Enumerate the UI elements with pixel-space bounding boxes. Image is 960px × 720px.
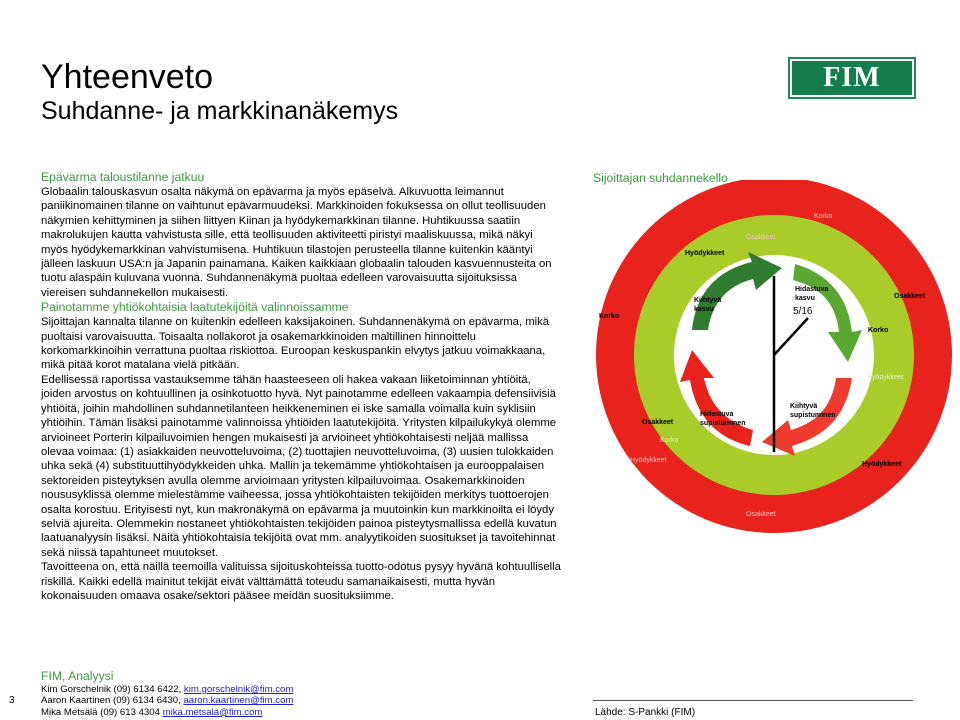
- page-number: 3: [9, 695, 15, 706]
- investor-business-cycle-clock: [590, 180, 960, 540]
- summary-text: [41, 170, 561, 603]
- phase-label-bottom-right: Kiihtyvä supistuminen: [790, 403, 836, 419]
- outer-label-bottom: Osakkeet: [746, 511, 776, 518]
- phase-label-top-left: Kiihtyvä kasvu: [694, 297, 722, 313]
- outer-label-top-right: Korko: [814, 213, 833, 220]
- source-divider: [593, 700, 913, 701]
- contact-email-link[interactable]: aaron.kaartinen@fim.com: [183, 695, 294, 707]
- chart-source: Lähde: S-Pankki (FIM): [595, 707, 696, 718]
- clock-reading: 5/16: [793, 306, 813, 317]
- contact-email-link[interactable]: kim.gorschelnik@fim.com: [183, 684, 294, 695]
- contact-text: Aaron Kaartinen (09) 6134 6430,: [41, 695, 184, 707]
- contact-text: Mika Metsälä (09) 613 4304: [41, 706, 163, 718]
- fim-logo: [788, 57, 916, 99]
- contact-item: [41, 695, 293, 706]
- logo-text: FIM: [792, 61, 912, 95]
- footer-organization: FIM, Analyysi: [41, 669, 114, 683]
- contact-list: [41, 684, 293, 718]
- contact-email-link[interactable]: mika.metsala@fim.com: [162, 706, 263, 718]
- outer-label-bottom-left: Hyödykkeet: [630, 457, 667, 464]
- inner-label-bottom: Osakkeet: [642, 419, 674, 426]
- outer-label-left-bottom: Korko: [660, 437, 679, 444]
- inner-label-top: Hyödykkeet: [685, 250, 725, 257]
- contact-item: [41, 684, 293, 695]
- section-heading-uncertain-economy: Epävarma taloustilanne jatkuu: [41, 170, 205, 184]
- paragraph: Globaalin talouskasvun osalta näkymä on epävarma ja myös epäselvä. Alkuvuotta leimannut paniikinomainen tilanne on vaihtunut epävarmuudeksi. Markkinoiden fokuksessa on ollut teollisuuden näkymien kehittyminen ja siihen liittyen Kiinan ja hyödykemarkkinan tilanne. Huhtikuussa saatiin makrolukujen kautta vahvistusta sille, että teollisuuden aktiviteetti piristyi maaliskuussa, mikä näkyi myös hyödykemarkkinan vahvistumisena. Huhtikuun tilastojen perusteella tilanne kuitenkin kääntyi jälleen laskuun USA:n ja Japanin painamana. Kaiken kaikkiaan globaalin talouden kasvuennusteita on tuotu alaspäin kuluvana vuonna. Suhdannenäkymä puoltaa edelleen varovaisuutta sijoituksissa viereisen suhdannekellon mukaisesti.: [41, 186, 552, 299]
- outer-label-right-top: Osakkeet: [894, 293, 926, 300]
- contact-text: Kim Gorschelnik (09) 6134 6422,: [41, 684, 184, 695]
- outer-label-right-bottom: Hyödykkeet: [867, 374, 904, 381]
- chart-title: Sijoittajan suhdannekello: [593, 171, 728, 185]
- page-subtitle: Suhdanne- ja markkinanäkemys: [41, 97, 399, 125]
- inner-label-right: Korko: [868, 327, 889, 334]
- outer-label-top: Osakkeet: [746, 234, 776, 241]
- section-heading-quality-factors: Painotamme yhtiökohtaisia laatutekijöitä valinnoissamme: [41, 300, 349, 315]
- outer-label-bottom-right: Hyödykkeet: [862, 461, 902, 468]
- inner-label-left: Korko: [599, 313, 620, 320]
- phase-label-top-right: Hidastuva kasvu: [795, 286, 829, 302]
- phase-label-bottom-left: Hidastuva supistuminen: [700, 411, 746, 427]
- paragraph: Sijoittajan kannalta tilanne on kuitenkin edelleen kaksijakoinen. Suhdannenäkymä on epävarma, mikä puoltaisi varovaisuutta. Toisaalta nollakorot ja osakemarkkinoiden maltillinen hinnoittelu korkomarkkinoihin verrattuna puoltaa riskiottoa. Euroopan keskuspankin elvytys jatkuu voimakkaana, mikä pitää korot matalana vielä pitkään.: [41, 316, 550, 372]
- page-title: Yhteenveto: [41, 58, 214, 96]
- paragraph: Tavoitteena on, että näillä teemoilla valituissa sijoituskohteissa tuotto-odotus pysyy hyvänä kohtuullisella riskillä. Kaikki edellä mainitut tekijät eivät välttämättä toteudu samanaikaisesti, mutta hyvän kokonaisuuden omaava osake/sektori pääsee meidän suosituksiimme.: [41, 561, 561, 602]
- contact-item: [41, 707, 293, 718]
- paragraph: Edellisessä raportissa vastauksemme tähän haasteeseen oli hakea vakaan liiketoiminnan yhtiöitä, joiden arvostus on kohtuullinen ja osinkotuotto hyvä. Nyt painotamme edelleen vakaampia defensiivisiä yhtiöitä, joihin mahdollinen suhdannetilanteen heikkeneminen ei iske samalla voimalla kuin syklisiin yhtiöihin. Tämän lisäksi painotamme valinnoissa yhtiöiden laatutekijöitä. Yritysten kilpailukykyä olemme arvioineet Porterin kilpailuvoimien hengen mukaisesti ja arvioineet yhtiökohtaisesti neljää mallissa olevaa voimaa: (1) asiakkaiden neuvotteluvoima, (2) tuottajien neuvotteluvoima, (3) uusien tulokkaiden uhka sekä (4) substituuttihyödykkeiden uhka. Mallin ja tekemämme yhtiökohtaisen ja eurooppalaisen sektoreiden pisteytyksen avulla olemme arvioimaan yritysten kilpailuvoimaa. Osakemarkkinoiden noususyklissä olemme mielestämme vaiheessa, jossa yhtiökohtaisten tekijöiden merkitys tuottoerojen osalta korostuu. Erityisesti nyt, kun makronäkymä on epävarma ja muutoinkin kun markkinoilta ei löydy selviä ajureita. Olemmekin nostaneet yhtiökohtaisten tekijöiden painoa pisteytysmallissa edellä kuvatun laatuanalyysin lisäksi. Näitä yhtiökohtaisia tekijöitä ovat mm. analyytikoiden suositukset ja tavoitehinnat sekä niissä tapahtuneet muutokset.: [41, 373, 557, 559]
